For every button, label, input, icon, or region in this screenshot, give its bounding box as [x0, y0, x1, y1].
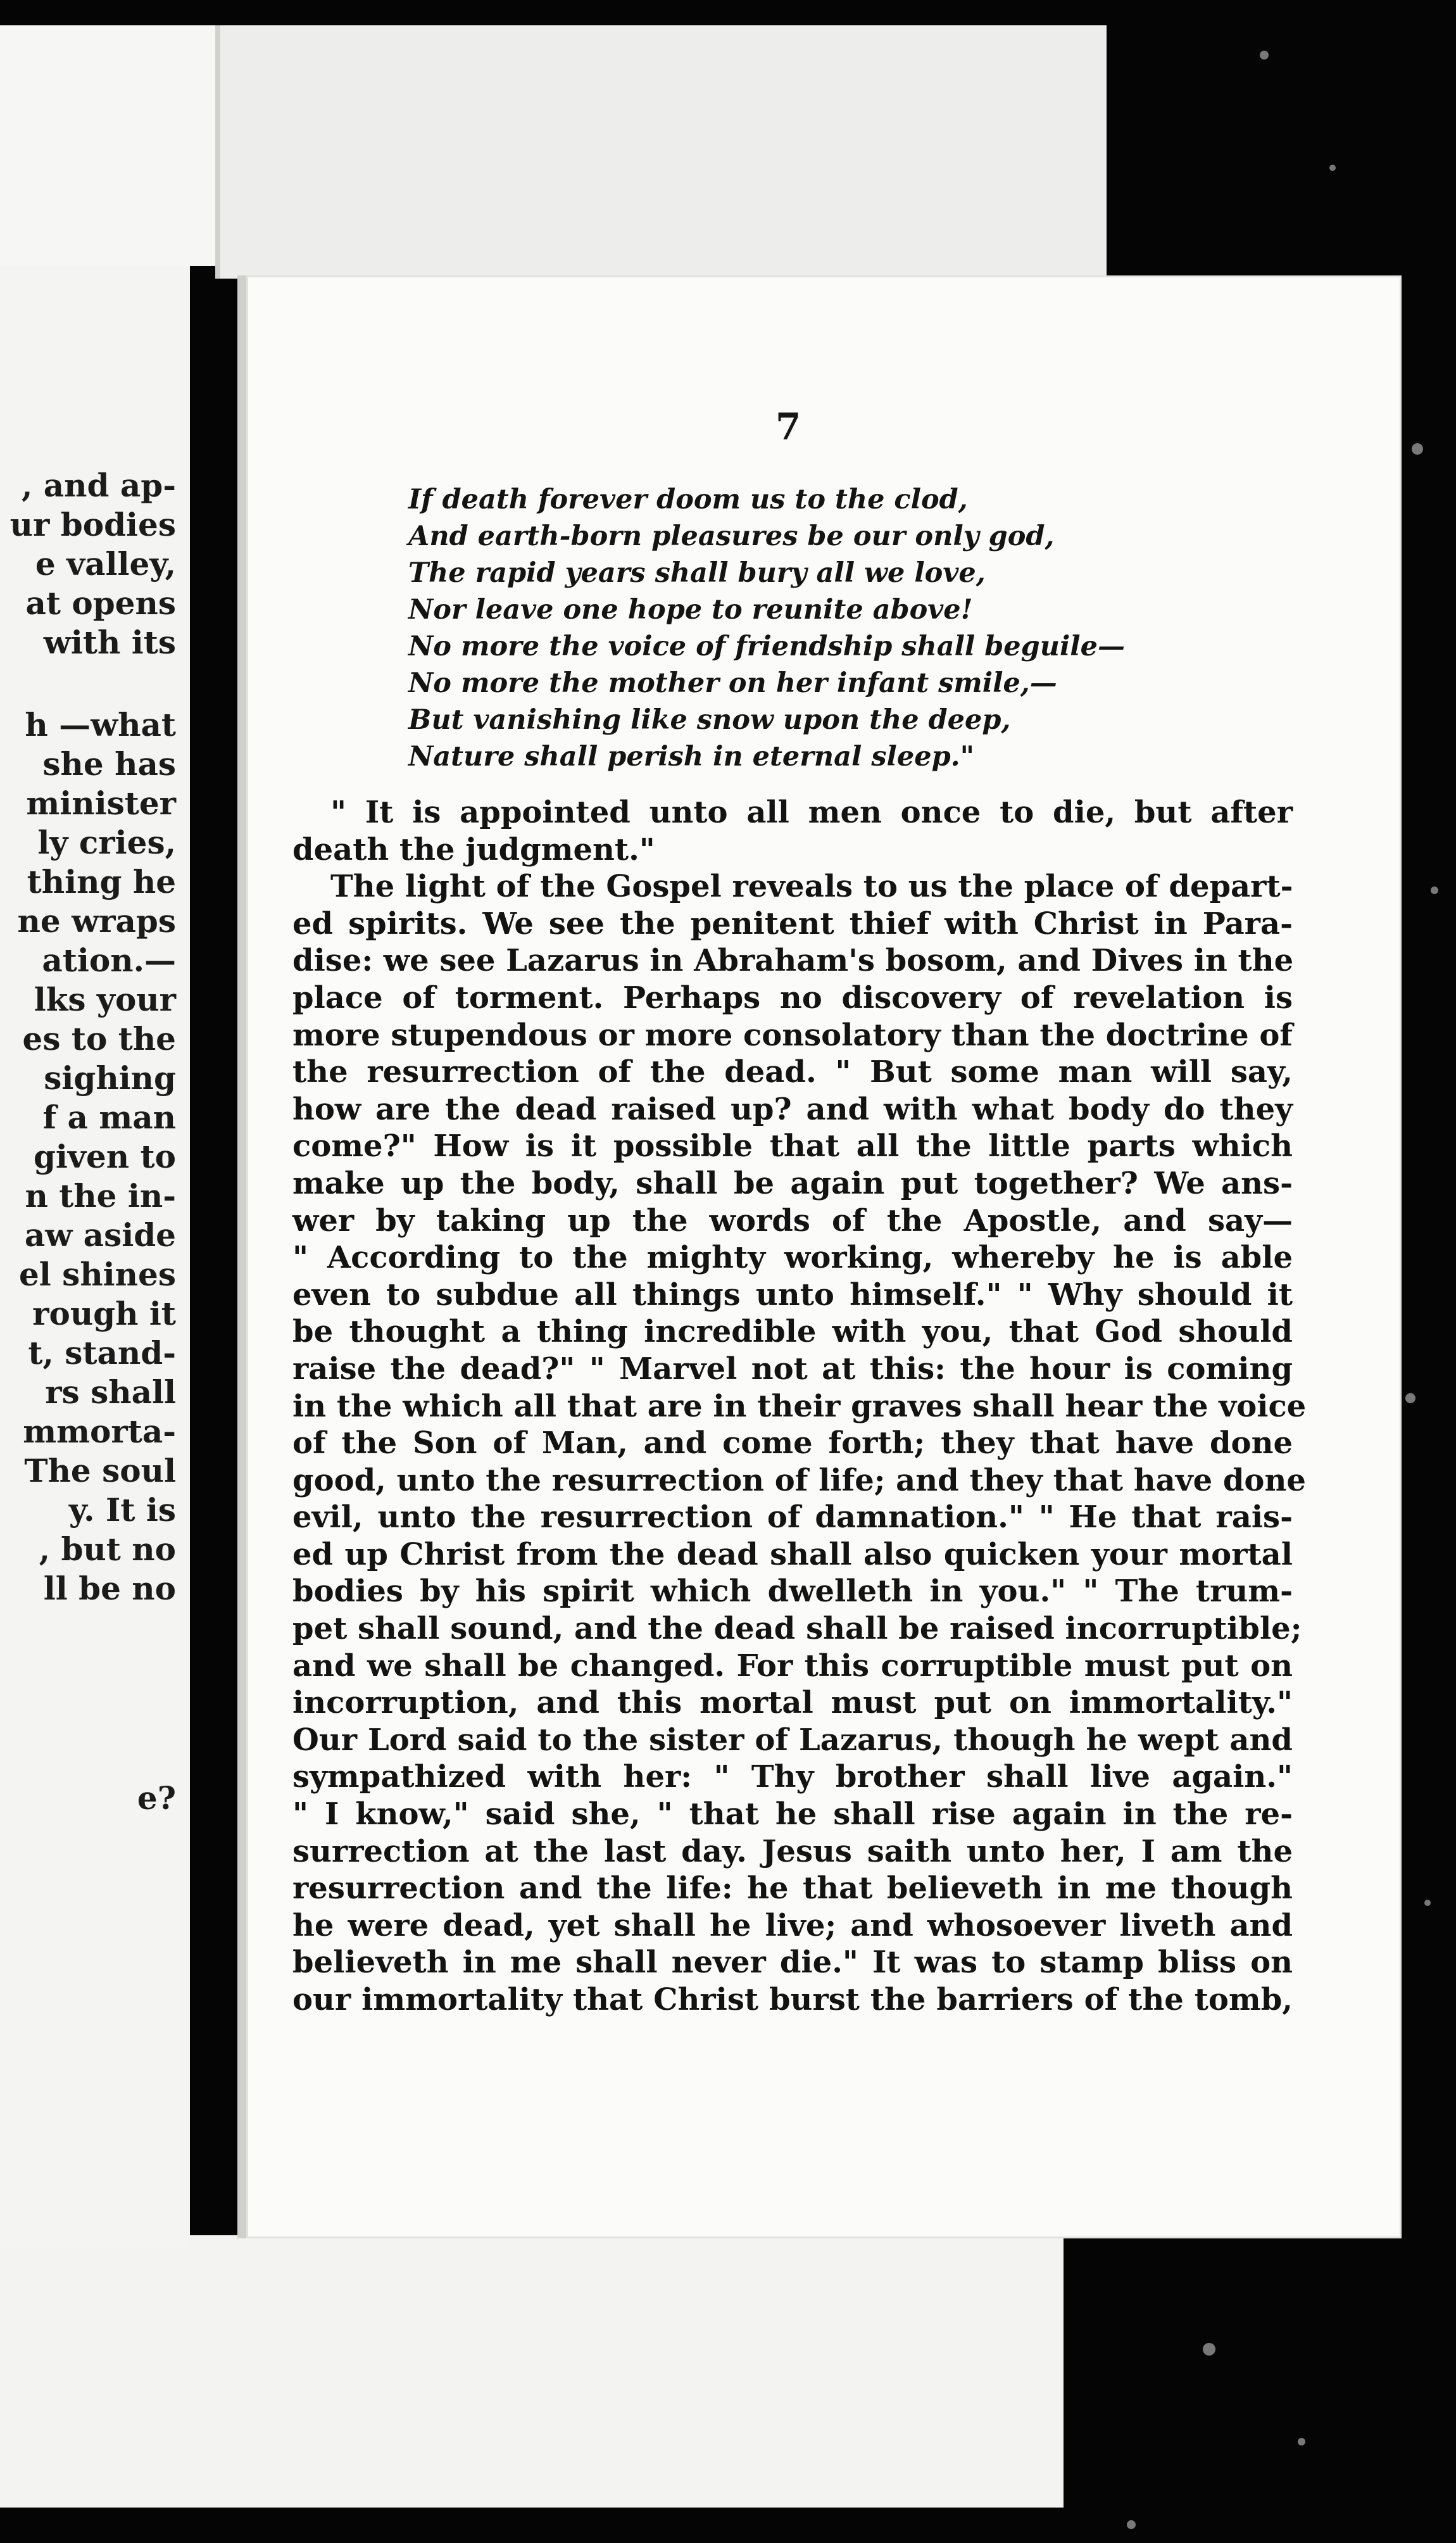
poem-line: No more the mother on her infant smile,—	[408, 667, 1057, 699]
text-line: dise: we see Lazarus in Abraham's bosom, and Dives in the	[292, 943, 1294, 979]
text-line: believeth in me shall never die." It was to stamp bliss on	[292, 1945, 1293, 1981]
poem-line: If death forever doom us to the clod,	[408, 484, 968, 515]
scan-speck	[1405, 1393, 1415, 1403]
text-line: come?" How is it possible that all the little parts which	[292, 1128, 1293, 1164]
text-line: bodies by his spirit which dwelleth in you." " The trum-	[292, 1574, 1293, 1610]
left-page-fragment: given to	[33, 1138, 176, 1175]
poem-line: Nor leave one hope to reunite above!	[408, 594, 973, 626]
scan-speck	[1298, 2438, 1305, 2445]
text-line: good, unto the resurrection of life; and they that have done	[292, 1462, 1306, 1498]
text-line: evil, unto the resurrection of damnation." " He that rais-	[292, 1499, 1293, 1536]
text-line: how are the dead raised up? and with what body do they	[292, 1091, 1293, 1127]
left-page-fragment: ly cries,	[37, 824, 176, 861]
left-page-fragment: minister	[26, 785, 176, 822]
poem-line: No more the voice of friendship shall beguile—	[408, 631, 1126, 662]
text-line: ed spirits. We see the penitent thief with Christ in Para-	[292, 906, 1293, 942]
poem-line: Nature shall perish in eternal sleep."	[408, 741, 975, 773]
left-page-fragment: ation.—	[42, 942, 176, 979]
left-page-fragment: e?	[137, 1779, 176, 1817]
text-line: The light of the Gospel reveals to us the place of depart-	[330, 869, 1293, 905]
text-line: our immortality that Christ burst the barriers of the tomb,	[292, 1982, 1293, 2017]
text-line: even to subdue all things unto himself." " Why should it	[292, 1277, 1293, 1313]
text-line: in the which all that are in their graves shall hear the voice	[292, 1388, 1307, 1424]
text-line: more stupendous or more consolatory than the doctrine of	[292, 1017, 1293, 1053]
body-text	[292, 794, 1307, 2019]
poem-line: And earth-born pleasures be our only god,	[408, 521, 1055, 552]
text-line: he were dead, yet shall he live; and whosoever liveth and	[292, 1907, 1293, 1943]
text-line: pet shall sound, and the dead shall be raised incorruptible;	[292, 1611, 1302, 1647]
poem-line: But vanishing like snow upon the deep,	[408, 704, 1011, 736]
left-page-fragment: lks your	[34, 981, 176, 1018]
text-line: surrection at the last day. Jesus saith unto her, I am the	[292, 1833, 1293, 1869]
scan-speck	[1203, 2343, 1215, 2356]
left-page-fragment: ne wraps	[17, 902, 176, 940]
left-page-fragment: sighing	[44, 1059, 176, 1097]
left-page-fragment: y. It is	[68, 1491, 176, 1529]
left-page-fragment: thing he	[27, 863, 176, 900]
left-page-fragment: ll be no	[43, 1570, 176, 1607]
scan-speck	[1431, 887, 1438, 894]
left-page-fragment: rough it	[32, 1295, 176, 1332]
left-page-fragment: e valley,	[35, 545, 176, 583]
left-page-fragment: ur bodies	[9, 506, 176, 543]
scan-speck	[1412, 443, 1423, 455]
left-page-fragment: el shines	[18, 1256, 176, 1293]
left-page-fragment: h —what	[25, 706, 176, 743]
text-line: ed up Christ from the dead shall also quicken your mortal	[292, 1536, 1293, 1572]
scan-speck	[1260, 51, 1269, 60]
scan-speck	[1329, 165, 1336, 171]
text-line: incorruption, and this mortal must put on immortality."	[292, 1685, 1293, 1721]
text-line: Our Lord said to the sister of Lazarus, though he wept and	[292, 1722, 1293, 1758]
text-line: make up the body, shall be again put together? We ans-	[292, 1165, 1293, 1201]
left-page-fragment: she has	[42, 745, 176, 783]
poem-quotation	[408, 481, 1125, 775]
underlying-page-bottom	[0, 2235, 1064, 2508]
text-line: resurrection and the life: he that believeth in me though	[292, 1871, 1293, 1907]
left-page-fragment: , but no	[39, 1530, 176, 1568]
left-page-fragment: rs shall	[45, 1373, 176, 1411]
left-page-fragment: aw aside	[24, 1216, 176, 1254]
left-page-fragment: t, stand-	[28, 1334, 176, 1372]
previous-page-strip	[0, 266, 190, 2248]
text-line: raise the dead?" " Marvel not at this: the hour is coming	[292, 1351, 1293, 1387]
page-number: 7	[775, 405, 801, 448]
left-page-fragment: with its	[43, 624, 176, 661]
left-page-fragment: es to the	[22, 1020, 176, 1057]
text-line: death the judgment."	[292, 831, 655, 868]
poem-line: The rapid years shall bury all we love,	[408, 557, 986, 589]
text-line: be thought a thing incredible with you, that God should	[292, 1314, 1293, 1350]
text-line: and we shall be changed. For this corruptible must put on	[292, 1648, 1293, 1684]
left-page-fragment: The soul	[24, 1452, 176, 1489]
text-line: place of torment. Perhaps no discovery of revelation is	[292, 980, 1293, 1016]
text-line: the resurrection of the dead. " But some man will say,	[292, 1054, 1293, 1090]
scan-speck	[1127, 2520, 1136, 2529]
left-page-fragment: at opens	[25, 584, 176, 622]
text-line: sympathized with her: " Thy brother shall live again."	[292, 1759, 1293, 1795]
text-line: " I know," said she, " that he shall rise again in the re-	[292, 1796, 1293, 1833]
left-page-fragment: f a man	[42, 1099, 176, 1136]
left-page-fragment: n the in-	[25, 1177, 176, 1215]
text-line: " According to the mighty working, whereby he is able	[292, 1240, 1293, 1276]
left-page-fragment: , and ap-	[21, 467, 176, 504]
text-line: wer by taking up the words of the Apostle, and say—	[292, 1202, 1293, 1239]
scan-speck	[1424, 1900, 1431, 1906]
text-line: of the Son of Man, and come forth; they that have done	[292, 1425, 1293, 1461]
text-line: " It is appointed unto all men once to die, but after	[330, 795, 1293, 830]
left-page-fragment: mmorta-	[23, 1413, 176, 1450]
underlying-page-top-inner	[215, 25, 1107, 279]
